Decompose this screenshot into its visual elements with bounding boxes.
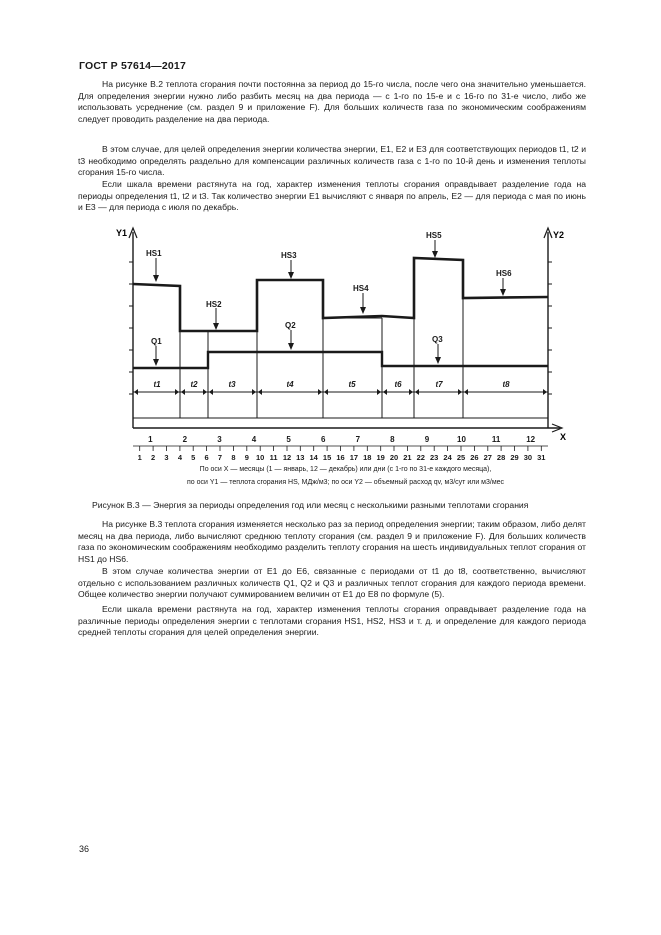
month-label-5: 5 bbox=[286, 435, 291, 444]
t7-label: t7 bbox=[435, 380, 443, 389]
day-label-13: 13 bbox=[296, 453, 305, 462]
month-label-2: 2 bbox=[182, 435, 188, 444]
day-label-27: 27 bbox=[483, 453, 492, 462]
t3-label: t3 bbox=[228, 380, 236, 389]
day-label-10: 10 bbox=[256, 453, 265, 462]
day-label-21: 21 bbox=[403, 453, 412, 462]
hs5-label: HS5 bbox=[426, 231, 442, 240]
page-number: 36 bbox=[79, 844, 90, 854]
figure-b3 bbox=[110, 218, 590, 480]
hs-curve bbox=[133, 258, 548, 331]
month-tick-labels bbox=[148, 435, 536, 444]
t4-label: t4 bbox=[286, 380, 294, 389]
month-label-1: 1 bbox=[148, 435, 153, 444]
q1-label: Q1 bbox=[151, 337, 162, 346]
month-label-9: 9 bbox=[424, 435, 430, 444]
day-label-25: 25 bbox=[456, 453, 466, 462]
hs6-label: HS6 bbox=[496, 269, 512, 278]
figure-title: Рисунок В.3 — Энергия за периоды определения год или месяц с несколькими разными теплотами сгорания bbox=[92, 500, 529, 510]
y1-axis-label: Y1 bbox=[116, 228, 128, 238]
paragraph-2: В этом случае, для целей определения энергии количества энергии, E1, E2 и E3 для соответствующих периодов t1, t2 и t3 необходимо определять раздельно для компенсации различных количеств газа с 1-го по 10-й день и изменения теплоты сгорания 15-го числа. bbox=[78, 144, 586, 178]
q3-label: Q3 bbox=[432, 335, 443, 344]
paragraph-1: На рисунке В.2 теплота сгорания почти постоянна за период до 15-го числа, после чего она значительно уменьшается. Для определения энергии нужно либо разбить месяц на два периода — с 1-го по 15-е и с 16-го по 31-е число, либо же использовать усреднение (см. раздел 9 и приложение F). Для больших количеств газа по экономическим соображениям следует проводить разделение на два периода. bbox=[78, 79, 586, 124]
day-label-12: 12 bbox=[282, 453, 292, 462]
t5-label: t5 bbox=[348, 380, 356, 389]
day-label-29: 29 bbox=[510, 453, 519, 462]
day-label-30: 30 bbox=[523, 453, 533, 462]
month-label-7: 7 bbox=[355, 435, 361, 444]
t6-label: t6 bbox=[394, 380, 402, 389]
day-label-3: 3 bbox=[164, 453, 169, 462]
month-label-6: 6 bbox=[320, 435, 326, 444]
day-label-14: 14 bbox=[309, 453, 318, 462]
paragraph-4: На рисунке В.3 теплота сгорания изменяется несколько раз за период определения энергии; таким образом, либо делят месяц на два периода, либо вычисляют среднюю теплоту сгорания (см. раздел 9 и приложение F). Для больших количеств газа по экономическим соображениям необходимо разделить теплоту сгорания на шесть индивидуальных теплот сгорания от HS1 до HS6. bbox=[78, 519, 586, 564]
paragraph-3: Если шкала времени растянута на год, характер изменения теплоты сгорания оправдывает разделение года на периоды определения t1, t2 и t3. Так количество энергии E1 вычисляют с января по апрель, E2 — для периода с мая по июнь и E3 — для периода с июля по декабрь. bbox=[78, 179, 586, 213]
day-label-26: 26 bbox=[470, 453, 479, 462]
month-label-11: 11 bbox=[491, 435, 501, 444]
day-label-31: 31 bbox=[537, 453, 546, 462]
day-ticks bbox=[133, 446, 548, 451]
day-label-1: 1 bbox=[137, 453, 142, 462]
figure-note-line-2: по оси Y1 — теплота сгорания HS, МДж/м3; по оси Y2 — объемный расход qv, м3/сут или м3/мес bbox=[186, 479, 505, 486]
t2-label: t2 bbox=[190, 380, 198, 389]
day-label-18: 18 bbox=[363, 453, 372, 462]
month-label-10: 10 bbox=[457, 435, 466, 444]
day-label-16: 16 bbox=[336, 453, 345, 462]
month-label-3: 3 bbox=[217, 435, 222, 444]
day-label-28: 28 bbox=[496, 453, 506, 462]
day-label-15: 15 bbox=[322, 453, 332, 462]
month-label-8: 8 bbox=[390, 435, 395, 444]
y2-axis-label: Y2 bbox=[553, 230, 565, 240]
figure-note-line-1: По оси X — месяцы (1 — январь, 12 — декабрь) или дни (с 1-го по 31-е каждого месяца), bbox=[199, 466, 492, 473]
day-label-24: 24 bbox=[443, 453, 452, 462]
day-label-17: 17 bbox=[349, 453, 359, 462]
t1-label: t1 bbox=[153, 380, 161, 389]
day-label-20: 20 bbox=[389, 453, 399, 462]
day-label-23: 23 bbox=[430, 453, 439, 462]
day-label-19: 19 bbox=[376, 453, 385, 462]
hs1-label: HS1 bbox=[146, 249, 162, 258]
day-label-22: 22 bbox=[416, 453, 425, 462]
hs2-label: HS2 bbox=[206, 300, 222, 309]
day-label-9: 9 bbox=[244, 453, 249, 462]
paragraph-5: В этом случае количества энергии от E1 до E6, связанные с периодами от t1 до t8, соответственно, вычисляют отдельно с использованием различных количеств Q1, Q2 и Q3 и различных теплот сгорания для каждого периода времени. Общее количество энергии получают суммированием величин от E1 до E8 по формуле (5). bbox=[78, 566, 586, 600]
day-label-11: 11 bbox=[269, 453, 278, 462]
day-label-2: 2 bbox=[151, 453, 156, 462]
hs4-label: HS4 bbox=[353, 284, 369, 293]
month-label-12: 12 bbox=[526, 435, 536, 444]
day-label-6: 6 bbox=[204, 453, 209, 462]
document-header: ГОСТ Р 57614—2017 bbox=[79, 60, 187, 72]
x-axis-label: X bbox=[560, 432, 567, 442]
month-label-4: 4 bbox=[251, 435, 257, 444]
t8-label: t8 bbox=[502, 380, 510, 389]
q-curve bbox=[133, 352, 548, 368]
day-label-7: 7 bbox=[217, 453, 223, 462]
day-label-5: 5 bbox=[191, 453, 196, 462]
hs3-label: HS3 bbox=[281, 251, 297, 260]
q2-label: Q2 bbox=[285, 321, 296, 330]
day-label-4: 4 bbox=[177, 453, 182, 462]
day-label-8: 8 bbox=[231, 453, 236, 462]
day-tick-labels bbox=[138, 453, 546, 462]
paragraph-6: Если шкала времени растянута на год, характер изменения теплоты сгорания оправдывает разделение года на различные периоды определения энергии с теплотами сгорания HS1, HS2, HS3 и т. д. и определение для каждого периода средней теплоты сгорания для целей определения энергии. bbox=[78, 604, 586, 638]
